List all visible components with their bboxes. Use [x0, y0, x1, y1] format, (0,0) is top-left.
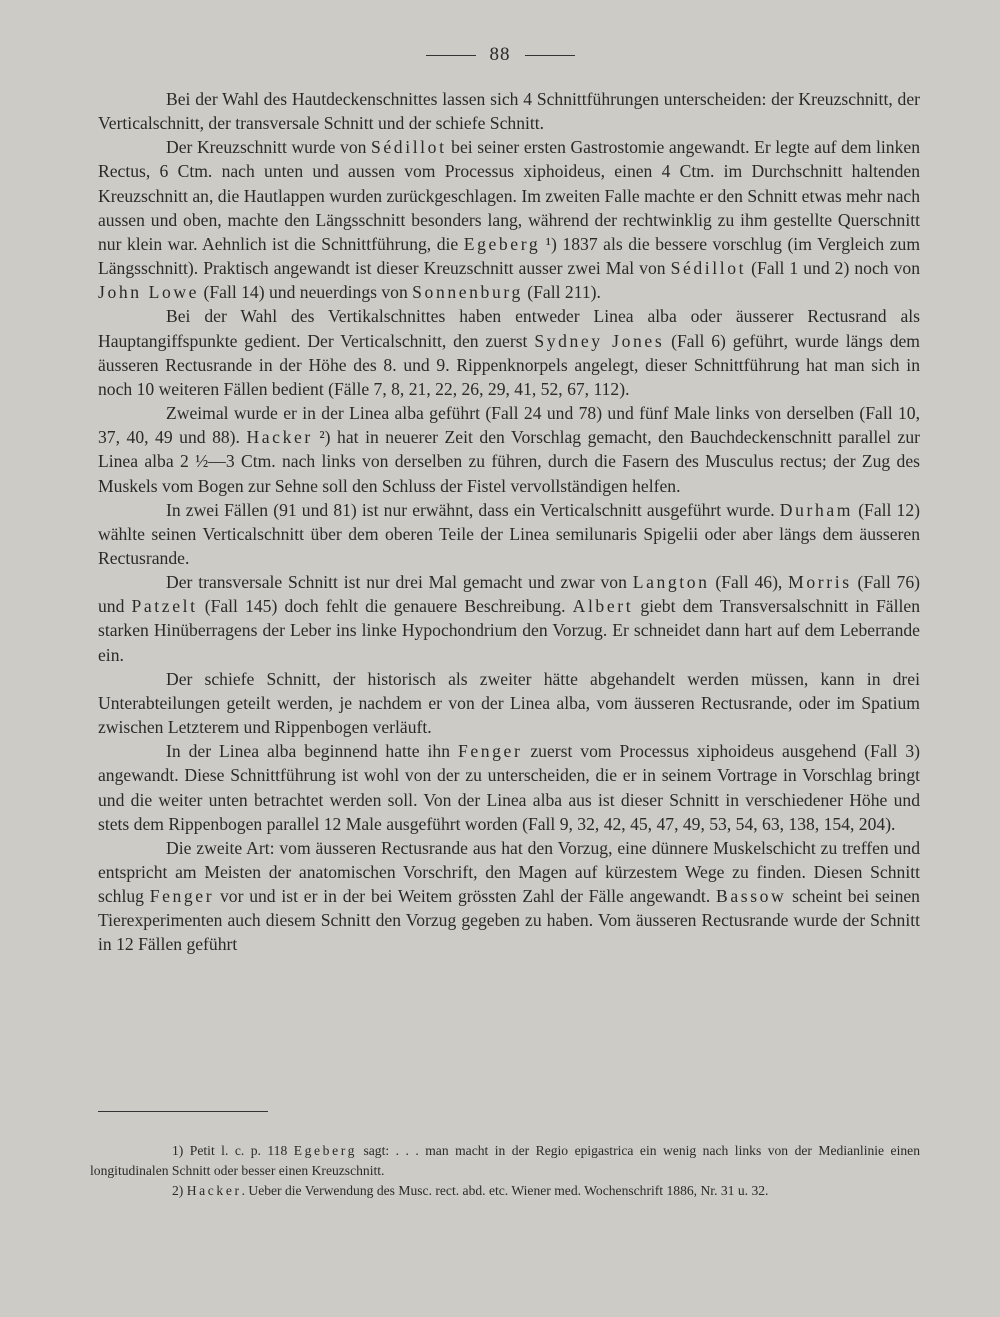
spaced-name: Patzelt [131, 596, 198, 617]
text-run: Die zweite Art: vom äusseren Rectusrande aus hat den Vorzug, eine dünnere Muskelschicht zu treffen und entspricht am Meisten der anatomischen Vorschrift, den Magen auf kürzestem Wege zu finden. Diesen Schnitt schlug [98, 837, 920, 907]
spaced-name: Albert [572, 596, 634, 617]
page-number: 88 [489, 44, 511, 65]
text-run: In zwei Fällen (91 und 81) ist nur erwähnt, dass ein Verticalschnitt ausgeführt wurde. [166, 499, 780, 520]
footnote [90, 1141, 920, 1181]
spaced-name: Durham [779, 499, 854, 520]
text-run: Bei der Wahl des Hautdeckenschnittes lassen sich 4 Schnittführungen unterscheiden: der Kreuzschnitt, der Verticalschnitt, der transversale Schnitt und der schiefe Schnitt. [98, 89, 920, 134]
text-run: (Fall 76) und [98, 572, 921, 617]
spaced-name: Hacker [246, 427, 313, 448]
text-run: bei seiner ersten Gastrostomie angewandt. Er legte auf dem linken Rectus, 6 Ctm. nach unten und aussen vom Processus xiphoideus, einen 4 Ctm. im Durchschnitt haltenden Kreuzschnitt an, die Hautlappen wurden zurückgeschlagen. Im zweiten Falle machte er den Schnitt etwas mehr nach aussen und oben, machte den Längsschnitt besonders lang, während der rechtwinklig zu ihm gestellte Querschnitt nur klein war. Aehnlich ist die Schnittführung, die [98, 137, 920, 254]
footnotes [90, 1141, 920, 1201]
paragraph [98, 135, 920, 304]
text-run: Zweimal wurde er in der Linea alba geführt (Fall 24 und 78) und fünf Male links von derselben (Fall 10, 37, 40, 49 und 88). [98, 403, 920, 448]
text-run: (Fall 12) wählte seinen Verticalschnitt über dem oberen Teile der Linea semilunaris Spigelii oder aber längs dem äusseren Rectusrande. [98, 499, 920, 568]
text-run: (Fall 6) geführt, wurde längs dem äusseren Rectusrande in der Höhe des 8. und 9. Rippenknorpels angelegt, dieser Schnittführung hat man sich in noch 10 weiteren Fällen bedient (Fälle 7, 8, 21, 22, 26, 29, 41, 52, 67, 112). [98, 330, 920, 399]
text-run: zuerst vom Processus xiphoideus ausgehend (Fall 3) angewandt. Diese Schnittführung ist wohl von der zu unterscheiden, die er in seinem Vortrage in Vorschlag bringt und die weiter unten betrachtet werden soll. Von der Linea alba aus ist dieser Schnitt in verschiedener Höhe und stets dem Rippenbogen parallel 12 Male ausgeführt worden (Fall 9, 32, 42, 45, 47, 49, 53, 54, 63, 138, 154, 204). [98, 741, 920, 834]
text-run: Bei der Wahl des Vertikalschnittes haben entweder Linea alba oder äusserer Rectusrand als Hauptangiffspunkte gedient. Der Verticalschnitt, den zuerst [98, 306, 920, 351]
spaced-name: Sédillot [371, 137, 447, 158]
paragraph [98, 836, 920, 957]
text-run: 1) Petit l. c. p. 118 [172, 1143, 294, 1158]
spaced-name: Langton [632, 572, 710, 593]
spaced-name: Sonnenburg [412, 282, 523, 303]
text-run: . Ueber die Verwendung des Musc. rect. abd. etc. Wiener med. Wochenschrift 1886, Nr. 31 u. 32. [241, 1183, 769, 1198]
spaced-name: John Lowe [98, 282, 200, 303]
paragraph [98, 570, 920, 667]
page-header [0, 44, 1000, 66]
paragraph [98, 498, 920, 570]
body-text [98, 87, 920, 957]
text-run: (Fall 211). [522, 282, 601, 303]
header-dash-right [525, 55, 575, 56]
spaced-name: Hacker [186, 1183, 242, 1198]
footnote [90, 1181, 920, 1201]
paragraph [98, 739, 920, 836]
paragraph [98, 667, 920, 739]
paragraph [98, 87, 920, 135]
text-run: 2) [172, 1183, 187, 1198]
text-run: (Fall 1 und 2) noch von [746, 258, 920, 279]
header-dash-left [426, 55, 476, 56]
spaced-name: Sédillot [670, 258, 747, 279]
spaced-name: Fenger [457, 741, 523, 762]
text-run: In der Linea alba beginnend hatte ihn [166, 741, 458, 762]
spaced-name: Sydney Jones [534, 330, 665, 351]
text-run: ²) hat in neuerer Zeit den Vorschlag gemacht, den Bauchdeckenschnitt parallel zur Linea alba 2 ½—3 Ctm. nach links von derselben zu führen, durch die Fasern des Musculus rectus; der Zug des Muskels vom Bogen zur Sehne soll den Schluss der Fistel vervollständigen helfen. [98, 427, 920, 496]
spaced-name: Egeberg [463, 233, 541, 254]
text-run: scheint bei seinen Tierexperimenten auch diesem Schnitt den Vorzug gegeben zu haben. Vom äusseren Rectusrande wurde der Schnitt in 12 Fällen geführt [98, 886, 920, 955]
text-run: sagt: . . . man macht in der Regio epigastrica ein wenig nach links von der Medianlinie einen longitudinalen Schnitt oder besser einen Kreuzschnitt. [90, 1143, 920, 1178]
text-run: (Fall 46), [709, 572, 789, 593]
text-run: Der transversale Schnitt ist nur drei Mal gemacht und zwar von [166, 572, 633, 593]
paragraph [98, 401, 920, 498]
text-run: Der Kreuzschnitt wurde von [166, 137, 372, 158]
paragraph [98, 304, 920, 401]
text-run: vor und ist er in der bei Weitem grössten Zahl der Fälle angewandt. [214, 886, 717, 907]
text-run: (Fall 145) doch fehlt die genauere Beschreibung. [197, 596, 573, 617]
text-run: Der schiefe Schnitt, der historisch als zweiter hätte abgehandelt werden müssen, kann in drei Unterabteilungen geteilt werden, je nachdem er von der Linea alba, vom äusseren Rectusrande, oder im Spatium zwischen Letzterem und Rippenbogen verläuft. [98, 668, 920, 738]
text-run: (Fall 14) und neuerdings von [199, 282, 413, 303]
spaced-name: Fenger [149, 886, 215, 907]
spaced-name: Bassow [716, 886, 787, 907]
spaced-name: Egeberg [293, 1143, 357, 1158]
text-run: ¹) 1837 als die bessere vorschlug (im Vergleich zum Längsschnitt). Praktisch angewandt ist dieser Kreuzschnitt ausser zwei Mal von [98, 233, 920, 279]
text-run: giebt dem Transversalschnitt in Fällen starken Hinüberragens der Leber ins linke Hypochondrium den Vorzug. Er schneidet dann hart auf dem Leberrande ein. [98, 596, 920, 665]
footnote-rule [98, 1111, 268, 1112]
spaced-name: Morris [788, 572, 852, 593]
